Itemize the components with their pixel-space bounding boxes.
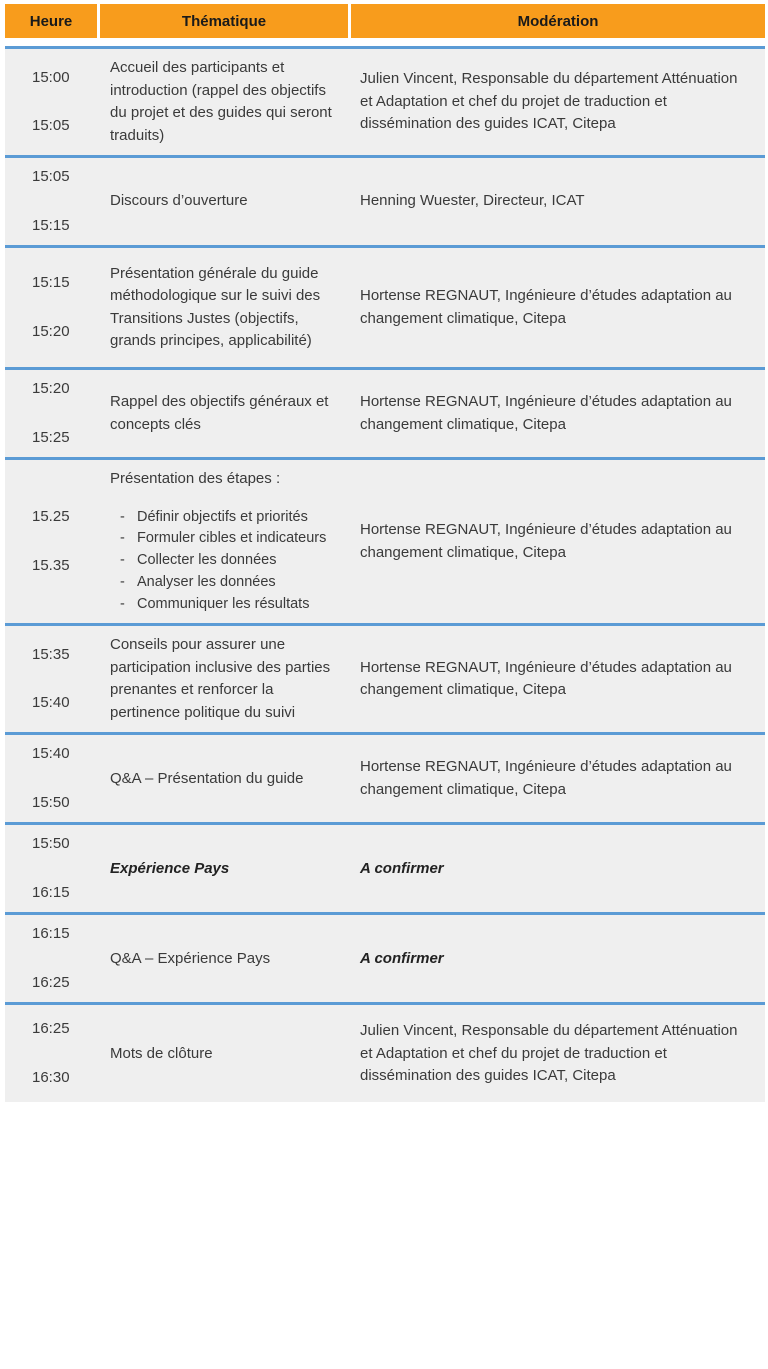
theme-text: Rappel des objectifs généraux et concepts clés	[110, 393, 329, 433]
moderation-text: A confirmer	[360, 949, 444, 967]
theme-text: Mots de clôture	[110, 1044, 213, 1062]
header-thematique: Thématique	[100, 4, 348, 38]
end-time: 15:50	[32, 793, 70, 811]
start-time: 15:50	[32, 835, 70, 853]
table-row	[5, 245, 765, 367]
table-row	[5, 457, 765, 623]
moderation-cell	[350, 1005, 765, 1102]
time-cell	[5, 49, 100, 155]
moderation-text: Hortense REGNAUT, Ingénieure d’études adaptation au changement climatique, Citepa	[360, 758, 732, 798]
table-row	[5, 367, 765, 457]
table-row	[5, 155, 765, 245]
end-time: 15:05	[32, 117, 70, 134]
time-cell	[5, 248, 100, 367]
end-time: 15.35	[32, 556, 70, 574]
end-time: 16:30	[32, 1068, 70, 1086]
theme-cell	[100, 370, 350, 457]
table-body	[5, 46, 765, 1102]
end-time: 16:15	[32, 883, 70, 901]
theme-cell	[100, 158, 350, 245]
theme-text: Conseils pour assurer une participation inclusive des parties prenantes et renforcer la pertinence politique du suivi	[110, 636, 331, 721]
theme-text: Expérience Pays	[110, 859, 230, 877]
theme-bullet-item: - Définir objectifs et priorités	[120, 507, 344, 529]
theme-bullet-item: - Analyser les données	[120, 572, 344, 594]
moderation-cell	[350, 460, 765, 623]
moderation-cell	[350, 248, 765, 367]
start-time: 16:15	[32, 925, 70, 943]
table-row	[5, 732, 765, 822]
moderation-cell	[350, 825, 765, 912]
moderation-cell	[350, 915, 765, 1002]
moderation-cell	[350, 49, 765, 155]
moderation-text: A confirmer	[360, 859, 444, 877]
moderation-cell	[350, 626, 765, 732]
start-time: 16:25	[32, 1020, 70, 1038]
header-heure: Heure	[5, 4, 97, 38]
theme-text: Accueil des participants et introduction (rappel des objectifs du projet et des guides qui seront traduits)	[110, 59, 332, 144]
theme-text: Présentation générale du guide méthodologique sur le suivi des Transitions Justes (objectifs, grands principes, applicabilité)	[110, 264, 321, 349]
start-time: 15:05	[32, 168, 70, 185]
theme-cell	[100, 460, 350, 623]
moderation-cell	[350, 158, 765, 245]
agenda-table	[5, 4, 765, 1102]
moderation-cell	[350, 370, 765, 457]
time-cell	[5, 370, 100, 457]
start-time: 15:35	[32, 645, 70, 663]
moderation-text: Hortense REGNAUT, Ingénieure d’études adaptation au changement climatique, Citepa	[360, 287, 732, 327]
end-time: 15:15	[32, 216, 70, 234]
time-cell	[5, 915, 100, 1002]
table-row	[5, 623, 765, 732]
theme-cell	[100, 825, 350, 912]
start-time: 15:40	[32, 745, 70, 763]
theme-bullet-item: - Formuler cibles et indicateurs	[120, 528, 344, 550]
time-cell	[5, 735, 100, 822]
end-time: 15:40	[32, 694, 70, 712]
time-cell	[5, 626, 100, 732]
theme-cell	[100, 735, 350, 822]
theme-text: Q&A – Présentation du guide	[110, 769, 304, 787]
moderation-text: Hortense REGNAUT, Ingénieure d’études adaptation au changement climatique, Citepa	[360, 521, 732, 561]
moderation-text: Hortense REGNAUT, Ingénieure d’études adaptation au changement climatique, Citepa	[360, 658, 732, 699]
table-row	[5, 1002, 765, 1102]
table-row	[5, 46, 765, 155]
theme-cell	[100, 49, 350, 155]
end-time: 15:25	[32, 428, 70, 446]
table-row	[5, 822, 765, 912]
theme-cell	[100, 248, 350, 367]
start-time: 15:15	[32, 274, 70, 291]
moderation-text: Hortense REGNAUT, Ingénieure d’études adaptation au changement climatique, Citepa	[360, 393, 732, 433]
time-cell	[5, 158, 100, 245]
start-time: 15:20	[32, 380, 70, 397]
theme-cell	[100, 1005, 350, 1102]
moderation-cell	[350, 735, 765, 822]
moderation-text: Henning Wuester, Directeur, ICAT	[360, 192, 585, 210]
theme-text: Discours d’ouverture	[110, 192, 248, 210]
start-time: 15.25	[32, 508, 70, 526]
time-cell	[5, 460, 100, 623]
time-cell	[5, 1005, 100, 1102]
theme-bullet-list	[120, 507, 344, 616]
table-row	[5, 912, 765, 1002]
theme-text: Présentation des étapes :	[110, 470, 281, 487]
header-moderation: Modération	[351, 4, 765, 38]
theme-text: Q&A – Expérience Pays	[110, 949, 271, 967]
start-time: 15:00	[32, 68, 70, 86]
end-time: 16:25	[32, 973, 70, 991]
time-cell	[5, 825, 100, 912]
theme-bullet-item: - Collecter les données	[120, 550, 344, 572]
moderation-text: Julien Vincent, Responsable du département Atténuation et Adaptation et chef du projet de traduction et dissémination des guides ICAT, Citepa	[360, 70, 738, 133]
theme-cell	[100, 915, 350, 1002]
theme-cell	[100, 626, 350, 732]
table-header-row	[5, 4, 765, 38]
end-time: 15:20	[32, 322, 70, 340]
theme-bullet-item: - Communiquer les résultats	[120, 594, 344, 616]
moderation-text: Julien Vincent, Responsable du département Atténuation et Adaptation et chef du projet de traduction et dissémination des guides ICAT, Citepa	[360, 1022, 738, 1084]
